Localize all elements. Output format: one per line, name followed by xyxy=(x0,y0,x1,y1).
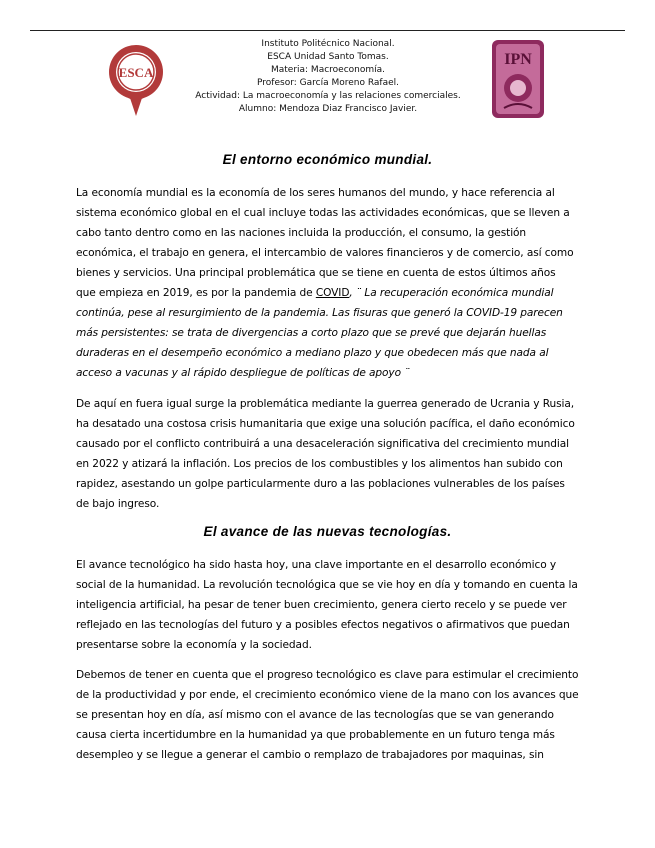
header-activity: Actividad: La macroeconomía y las relaciones comerciales. xyxy=(195,91,461,101)
text-line: ha desatado una costosa crisis humanitaria que exige una solución pacífica, el daño económico xyxy=(76,418,575,430)
header-institution: Instituto Politécnico Nacional. xyxy=(261,39,395,49)
text-line: El avance tecnológico ha sido hasta hoy, una clave importante en el desarrollo económico y xyxy=(76,559,557,571)
header-student: Alumno: Mendoza Diaz Francisco Javier. xyxy=(238,104,418,114)
esca-logo-text: ESCA xyxy=(118,65,154,80)
text-line: presentarse sobre la economía y la sociedad. xyxy=(76,639,312,651)
paragraph-tech-progress xyxy=(76,665,584,765)
text-line: inteligencia artificial, ha pesar de tener buen crecimiento, genera cierto recelo y se puede ver xyxy=(76,599,567,611)
esca-logo xyxy=(104,42,168,118)
text-line: sistema económico global en el cual incluye todas las actividades económicas, que se lleven a xyxy=(76,207,570,219)
header-professor: Profesor: García Moreno Rafael. xyxy=(257,78,399,88)
text-line: reflejado en las tecnologías del futuro y a posibles efectos negativos o afirmativos que puedan xyxy=(76,619,570,631)
text-line: Debemos de tener en cuenta que el progreso tecnológico es clave para estimular el crecimiento xyxy=(76,669,579,681)
text-line: en 2022 y atizará la inflación. Los precios de los combustibles y los alimentos han subido con xyxy=(76,458,563,470)
text-line-segment: que empieza en 2019, es por la pandemia de xyxy=(76,287,316,299)
text-line: de la productividad y por ende, el crecimiento económico viene de la mano con los avances que xyxy=(76,689,579,701)
text-line: bienes y servicios. Una principal problemática que se tiene en cuenta de estos últimos años xyxy=(76,267,556,279)
section-title-new-technologies: El avance de las nuevas tecnologías. xyxy=(203,524,452,539)
quote-start: , ¨ La recuperación económica mundial xyxy=(349,287,554,299)
section-title-global-economy: El entorno económico mundial. xyxy=(222,152,433,167)
paragraph-tech-advance xyxy=(76,555,584,655)
text-line: rapidez, asestando un golpe particularmente duro a las poblaciones vulnerables de los países xyxy=(76,478,565,490)
ipn-logo xyxy=(490,38,546,120)
text-line: se presentan hoy en día, así mismo con el avance de las tecnologías que se van generando xyxy=(76,709,554,721)
text-line: causado por el conflicto contribuirá a una desaceleración significativa del crecimiento mundial xyxy=(76,438,569,450)
paragraph-global-economy xyxy=(76,183,584,383)
header-rule xyxy=(30,30,625,31)
text-line: La economía mundial es la economía de los seres humanos del mundo, y hace referencia al xyxy=(76,187,555,199)
paragraph-ukraine-russia xyxy=(76,394,584,514)
document-header xyxy=(0,38,655,128)
text-line: De aquí en fuera igual surge la problemática mediante la guerrea generado de Ucrania y Rusia, xyxy=(76,398,575,410)
text-line: social de la humanidad. La revolución tecnológica que se vie hoy en día y tomando en cuenta la xyxy=(76,579,578,591)
quote-line: duraderas en el desempeño económico a mediano plazo y que obedecen más que nada al xyxy=(76,347,549,359)
quote-line: acceso a vacunas y al rápido despliegue de políticas de apoyo ¨ xyxy=(76,367,410,379)
text-line: causa cierta incertidumbre en la humanidad ya que probablemente en un futuro tenga más xyxy=(76,729,555,741)
text-line xyxy=(76,283,584,303)
header-info xyxy=(176,38,480,116)
ipn-logo-text: IPN xyxy=(504,51,532,68)
text-line: cabo tanto dentro como en las naciones incluida la producción, el consumo, la gestión xyxy=(76,227,527,239)
quote-line: continúa, pese al resurgimiento de la pandemia. Las fisuras que generó la COVID-19 parecen xyxy=(76,307,563,319)
header-subject: Materia: Macroeconomía. xyxy=(270,65,386,75)
text-line: desempleo y se llegue a generar el cambio o remplazo de trabajadores por maquinas, sin xyxy=(76,749,544,761)
header-unit: ESCA Unidad Santo Tomas. xyxy=(267,52,389,62)
covid-link[interactable]: COVID xyxy=(315,287,350,299)
text-line: de bajo ingreso. xyxy=(76,498,160,510)
text-line: económica, el trabajo en genera, el intercambio de valores financieros y de comercio, así como xyxy=(76,247,574,259)
quote-line: más persistentes: se trata de divergencias a corto plazo que se prevé que dejarán huellas xyxy=(76,327,547,339)
